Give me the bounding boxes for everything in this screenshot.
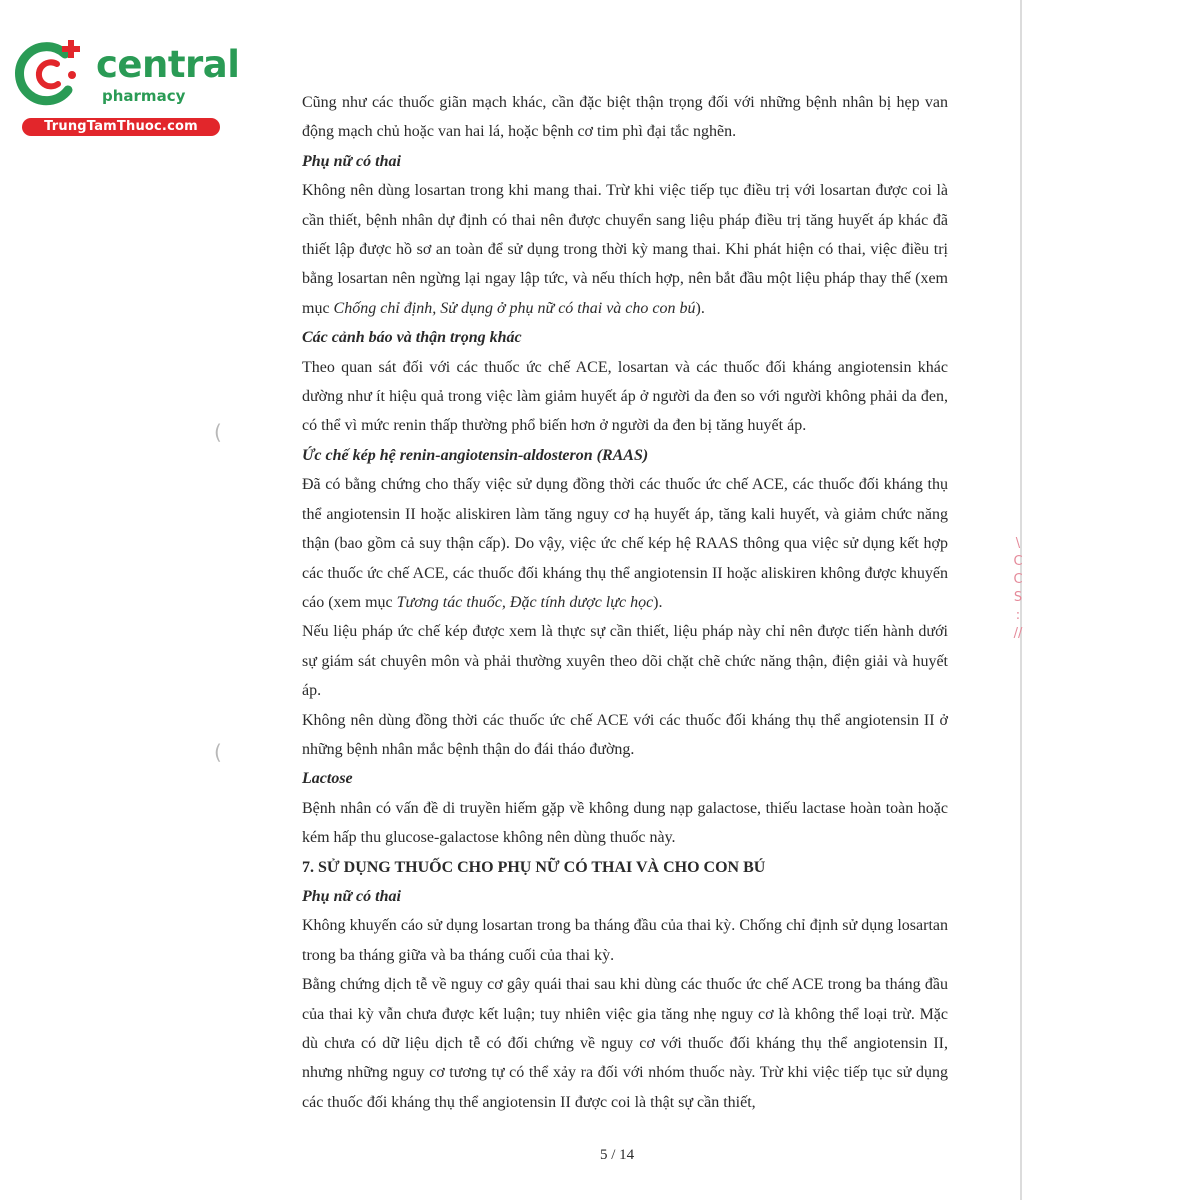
document-body [302,88,948,1117]
logo-subtitle: pharmacy [102,87,186,105]
central-pharmacy-logo[interactable] [10,38,240,138]
logo-website: TrungTamThuoc.com [22,118,220,136]
paragraph [302,176,948,323]
paragraph: Bằng chứng dịch tễ về nguy cơ gây quái thai sau khi dùng các thuốc ức chế ACE trong ba tháng đầu của thai kỳ vẫn chưa được kết luận; tuy nhiên việc gia tăng nhẹ nguy cơ là không thể loại trừ. Mặc dù chưa có dữ liệu dịch tễ có đối chứng về nguy cơ với thuốc đối kháng thụ thể angiotensin II, nhưng những nguy cơ tương tự có thể xảy ra đối với nhóm thuốc này. Trừ khi việc tiếp tục sử dụng các thuốc đối kháng thụ thể angiotensin II được coi là thật sự cần thiết, [302,976,948,1111]
subheading: Các cảnh báo và thận trọng khác [302,329,522,347]
section-heading: 7. SỬ DỤNG THUỐC CHO PHỤ NỮ CÓ THAI VÀ CHO CON BÚ [302,858,766,876]
cross-reference: Tương tác thuốc, Đặc tính dược lực học [396,593,654,611]
paragraph [302,470,948,617]
paragraph: Bệnh nhân có vấn đề di truyền hiếm gặp về không dung nạp galactose, thiếu lactase hoàn toàn hoặc kém hấp thu glucose-galactose không nên dùng thuốc này. [302,799,948,847]
subheading: Phụ nữ có thai [302,887,401,905]
subheading: Phụ nữ có thai [302,152,401,170]
pharmacy-logo-icon [10,38,88,110]
text-run: Đã có bằng chứng cho thấy việc sử dụng đồng thời các thuốc ức chế ACE, các thuốc đối kháng thụ thể angiotensin II hoặc aliskiren làm tăng nguy cơ hạ huyết áp, tăng kali huyết, và giảm chức năng thận (bao gồm cả suy thận cấp). Do vậy, việc ức chế kép hệ RAAS thông qua việc sử dụng kết hợp các thuốc ức chế ACE, các thuốc đối kháng thụ thể angiotensin II hoặc aliskiren không được khuyến cáo (xem mục [302,476,948,611]
text-run: ). [695,299,705,317]
binder-hole-mark: ( [214,420,222,444]
text-run: ). [653,593,663,611]
logo-name: central [96,43,240,86]
cross-reference: Chống chỉ định, Sử dụng ở phụ nữ có thai và cho con bú [333,299,696,317]
stamp-marks: \ C C S : // [1013,536,1023,641]
page-number: 5 / 14 [600,1147,635,1163]
subheading: Ức chế kép hệ renin-angiotensin-aldosteron (RAAS) [302,446,649,464]
paragraph: Theo quan sát đối với các thuốc ức chế ACE, losartan và các thuốc đối kháng angiotensin khác dường như ít hiệu quả trong việc làm giảm huyết áp ở người da đen so với người không phải da đen, có thể vì mức renin thấp thường phổ biến hơn ở người da đen bị tăng huyết áp. [302,358,948,435]
text-run: Không nên dùng losartan trong khi mang thai. Trừ khi việc tiếp tục điều trị với losartan được coi là cần thiết, bệnh nhân dự định có thai nên được chuyển sang liệu pháp điều trị tăng huyết áp khác đã thiết lập được hồ sơ an toàn để sử dụng trong thời kỳ mang thai. Khi phát hiện có thai, việc điều trị bằng losartan nên ngừng lại ngay lập tức, và nếu thích hợp, nên bắt đầu một liệu pháp thay thế (xem mục [302,182,948,317]
paragraph: Không nên dùng đồng thời các thuốc ức chế ACE với các thuốc đối kháng thụ thể angiotensin II ở những bệnh nhân mắc bệnh thận do đái tháo đường. [302,711,948,758]
subheading: Lactose [302,770,353,788]
binder-hole-mark: ( [214,740,222,764]
paragraph: Không khuyến cáo sử dụng losartan trong ba tháng đầu của thai kỳ. Chống chỉ định sử dụng losartan trong ba tháng giữa và ba tháng cuối của thai kỳ. [302,917,948,964]
paragraph: Cũng như các thuốc giãn mạch khác, cần đặc biệt thận trọng đối với những bệnh nhân bị hẹp van động mạch chủ hoặc van hai lá, hoặc bệnh cơ tim phì đại tắc nghẽn. [302,94,948,141]
paragraph: Nếu liệu pháp ức chế kép được xem là thực sự cần thiết, liệu pháp này chỉ nên được tiến hành dưới sự giám sát chuyên môn và phải thường xuyên theo dõi chặt chẽ chức năng thận, điện giải và huyết áp. [302,623,948,700]
